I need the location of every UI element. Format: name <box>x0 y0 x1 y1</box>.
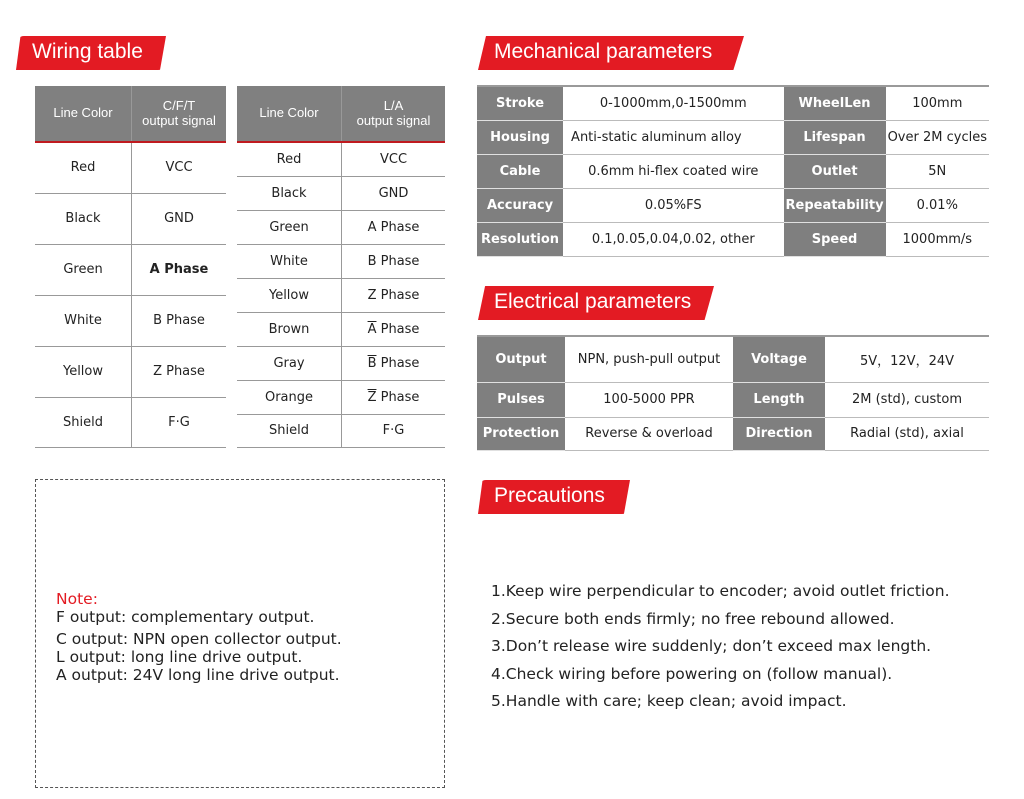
note-title: Note: <box>56 590 98 608</box>
table-row: Orange $\overline{Z}$ Phase <box>237 380 445 414</box>
table-row: Black GND <box>237 176 445 210</box>
table-row: Yellow Z Phase <box>237 278 445 312</box>
section-title: Electrical parameters <box>494 290 692 313</box>
section-banner-precautions <box>478 480 630 514</box>
header-output-signal: L/A output signal <box>342 86 446 142</box>
wiring-table-cft <box>35 86 226 448</box>
table-row: Green A Phase <box>35 244 226 295</box>
table-row: Protection Reverse & overload Direction Radial (std), axial <box>477 417 989 450</box>
table-row: Gray $\overline{B}$ Phase <box>237 346 445 380</box>
table-row: Pulses 100-5000 PPR Length 2M (std), custom <box>477 382 989 417</box>
section-title: Wiring table <box>32 40 143 63</box>
table-row: Red VCC <box>35 142 226 193</box>
section-title: Mechanical parameters <box>494 40 713 63</box>
note-line: F output: complementary output. <box>56 608 315 626</box>
table-row: Brown $\overline{A}$ Phase <box>237 312 445 346</box>
header-line-color: Line Color <box>35 86 132 142</box>
header-line-color: Line Color <box>237 86 342 142</box>
note-line: L output: long line drive output. <box>56 648 303 666</box>
wiring-table-la <box>237 86 445 448</box>
table-row: White B Phase <box>35 295 226 346</box>
table-row: Shield F·G <box>35 397 226 447</box>
table-row: Cable 0.6mm hi-flex coated wire Outlet 5N <box>477 154 989 188</box>
list-item: 5.Handle with care; keep clean; avoid impact. <box>491 692 847 710</box>
table-row: Shield F·G <box>237 414 445 447</box>
table-row: White B Phase <box>237 244 445 278</box>
table-row: Output NPN, push-pull output Voltage 5V，12V，24V <box>477 336 989 382</box>
table-row: Yellow Z Phase <box>35 346 226 397</box>
table-row: Accuracy 0.05%FS Repeatability 0.01% <box>477 188 989 222</box>
note-line: A output: 24V long line drive output. <box>56 666 340 684</box>
table-row: Red VCC <box>237 142 445 176</box>
mechanical-table <box>477 85 989 257</box>
table-row: Black GND <box>35 193 226 244</box>
list-item: 2.Secure both ends firmly; no free rebound allowed. <box>491 609 895 628</box>
section-banner-mechanical <box>478 36 744 70</box>
electrical-table <box>477 335 989 451</box>
section-banner-wiring <box>16 36 166 70</box>
list-item: 4.Check wiring before powering on (follow manual). <box>491 664 893 683</box>
table-row: Green A Phase <box>237 210 445 244</box>
note-line: C output: NPN open collector output. <box>56 630 342 648</box>
section-title: Precautions <box>494 484 605 507</box>
list-item: 3.Don’t release wire suddenly; don’t exceed max length. <box>491 637 932 655</box>
list-item: 1.Keep wire perpendicular to encoder; avoid outlet friction. <box>491 582 950 600</box>
header-output-signal: C/F/T output signal <box>132 86 227 142</box>
table-row: Resolution 0.1,0.05,0.04,0.02, other Speed 1000mm/s <box>477 222 989 256</box>
table-row: Housing Anti-static aluminum alloy Lifespan Over 2M cycles <box>477 120 989 154</box>
note <box>56 590 342 684</box>
precautions-list <box>491 578 950 716</box>
table-row: Stroke 0-1000mm,0-1500mm WheelLen 100mm <box>477 86 989 120</box>
section-banner-electrical <box>478 286 714 320</box>
